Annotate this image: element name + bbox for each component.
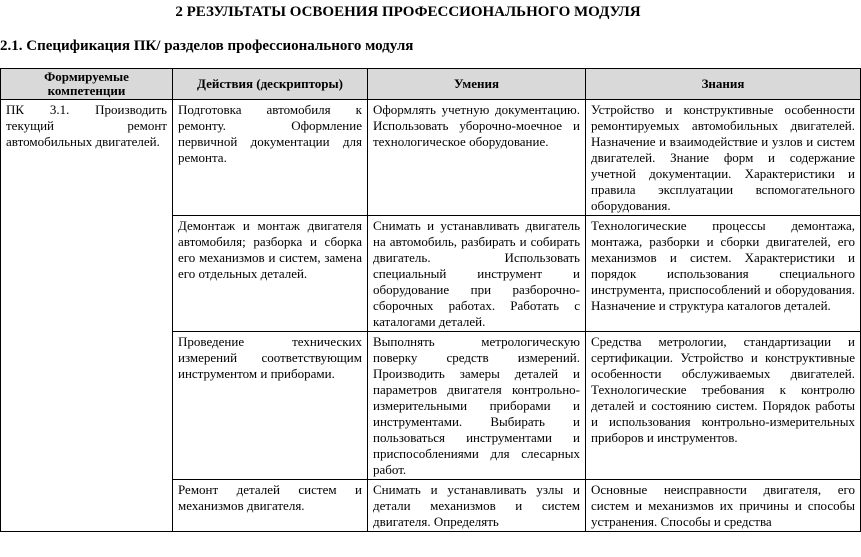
knowledge-cell: Технологические процессы демонтажа, монтажа, разборки и сборки двигателей, его механизмов и систем. Характеристики и порядок использования специального инструмента, приспособлений и оборудования. Назначение и структура каталогов деталей.	[586, 216, 861, 332]
skill-cell: Снимать и устанавливать двигатель на автомобиль, разбирать и собирать двигатель. Использовать специальный инструмент и оборудование при разборочно-сборочных работах. Работать с каталогами деталей.	[368, 216, 586, 332]
knowledge-cell: Средства метрологии, стандартизации и сертификации. Устройство и конструктивные особенности обслуживаемых двигателей. Технологические требования к контролю деталей и состоянию систем. Порядок работы и использования контрольно-измерительных приборов и инструментов.	[586, 332, 861, 480]
competency-cell: ПК 3.1. Производить текущий ремонт автомобильных двигателей.	[1, 100, 173, 532]
header-actions: Действия (дескрипторы)	[173, 69, 368, 100]
header-competencies: Формируемые компетенции	[1, 69, 173, 100]
skill-cell: Выполнять метрологическую поверку средств измерений. Производить замеры деталей и параметров двигателя контрольно-измерительными приборами и инструментами. Выбирать и пользоваться инструментами и приспособлениями для слесарных работ.	[368, 332, 586, 480]
action-cell: Проведение технических измерений соответствующим инструментом и приборами.	[173, 332, 368, 480]
table-header-row	[1, 69, 861, 100]
skill-cell: Оформлять учетную документацию. Использовать уборочно-моечное и технологическое оборудование.	[368, 100, 586, 216]
skill-cell: Снимать и устанавливать узлы и детали механизмов и систем двигателя. Определять	[368, 480, 586, 532]
action-cell: Ремонт деталей систем и механизмов двигателя.	[173, 480, 368, 532]
page-title: 2 РЕЗУЛЬТАТЫ ОСВОЕНИЯ ПРОФЕССИОНАЛЬНОГО МОДУЛЯ	[175, 4, 641, 20]
section-title: 2.1. Спецификация ПК/ разделов профессионального модуля	[0, 38, 414, 54]
knowledge-cell: Устройство и конструктивные особенности ремонтируемых автомобильных двигателей. Назначение и взаимодействие и узлов и систем двигателей. Знание форм и содержание учетной документации. Характеристики и правила эксплуатации вспомогательного оборудования.	[586, 100, 861, 216]
table-row	[1, 100, 861, 216]
action-cell: Подготовка автомобиля к ремонту. Оформление первичной документации для ремонта.	[173, 100, 368, 216]
knowledge-cell: Основные неисправности двигателя, его систем и механизмов их причины и способы устранения. Способы и средства	[586, 480, 861, 532]
header-knowledge: Знания	[586, 69, 861, 100]
header-skills: Умения	[368, 69, 586, 100]
specification-table	[0, 68, 861, 532]
action-cell: Демонтаж и монтаж двигателя автомобиля; разборка и сборка его механизмов и систем, замена его отдельных деталей.	[173, 216, 368, 332]
